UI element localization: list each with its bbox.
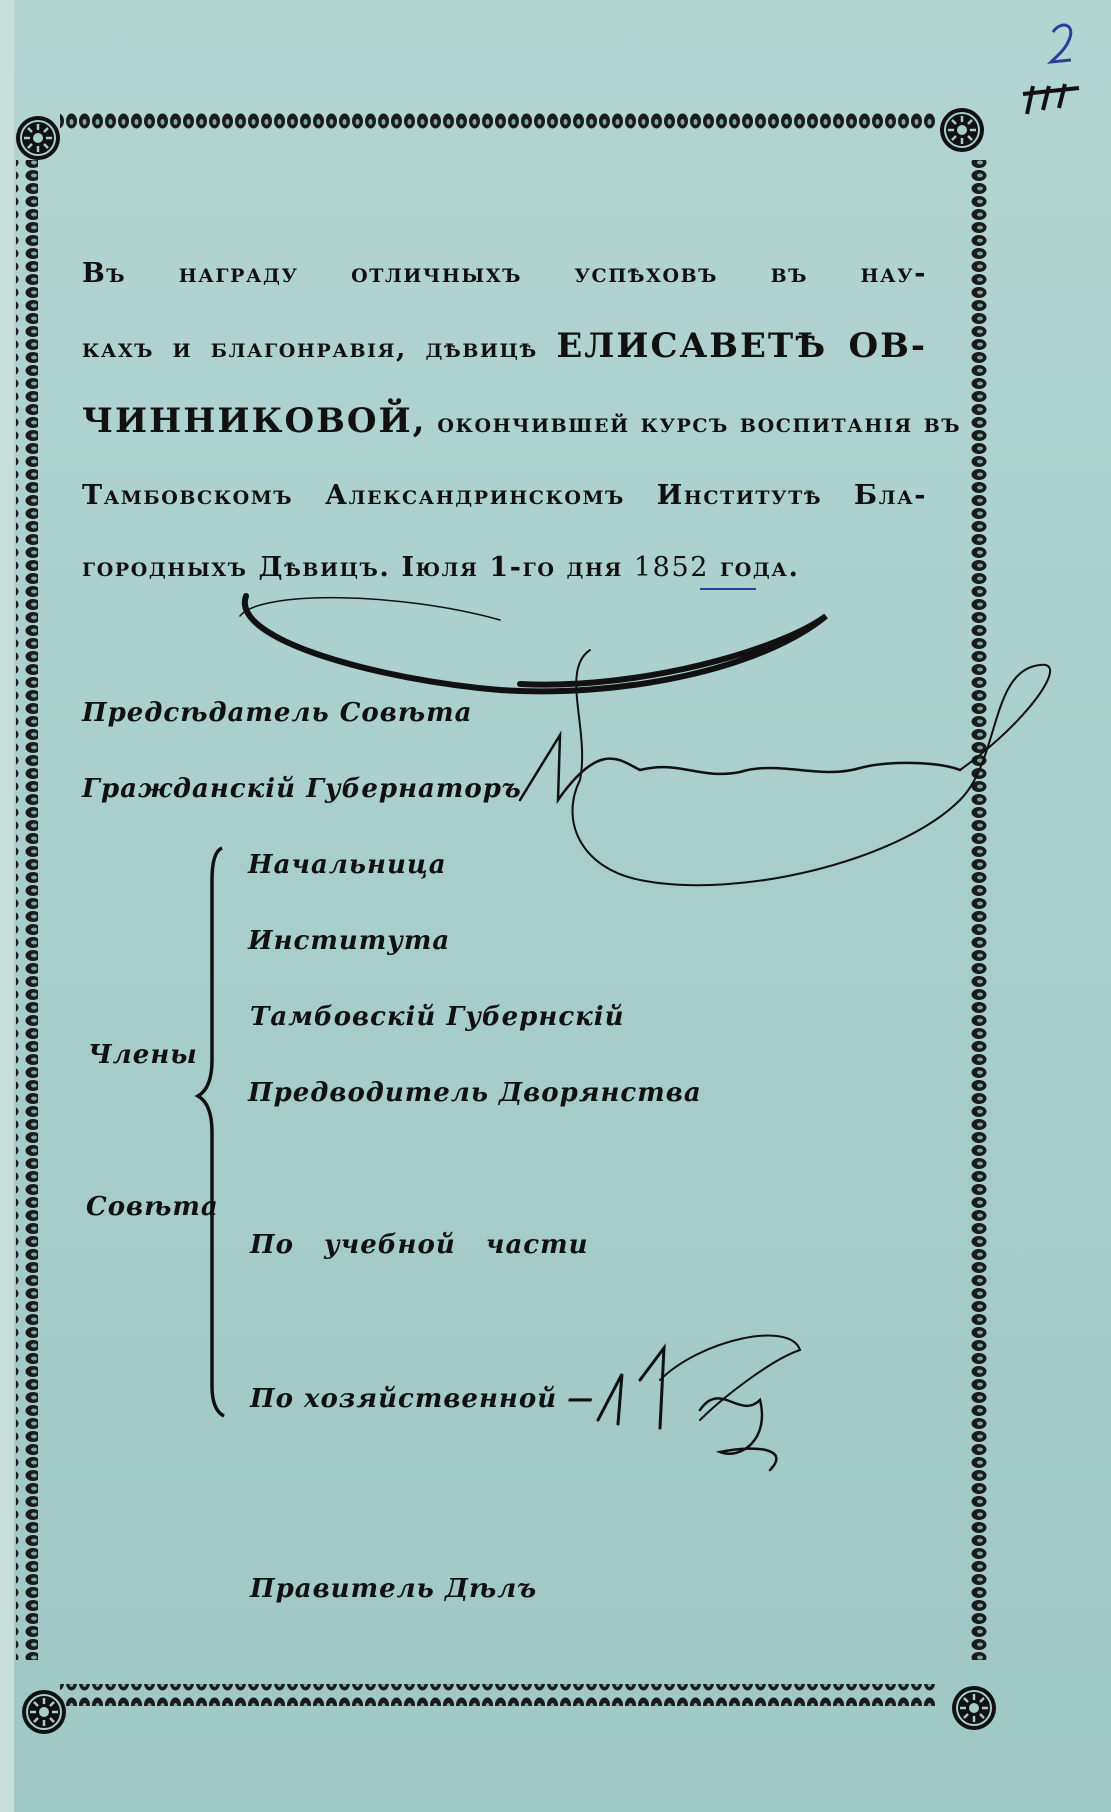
award-line-5-end: года. xyxy=(720,552,800,583)
members-label-2: Совѣта xyxy=(86,1192,219,1222)
award-line-4: Тамбовскомъ Александринскомъ Институтѣ Бла- xyxy=(82,480,927,511)
recipient-name-part-1: ЕЛИСАВЕТѢ ОВ- xyxy=(556,326,927,366)
award-line-2-text: кахъ и благонравія, дѣвицѣ xyxy=(82,333,538,364)
award-line-5-text: городныхъ Дѣвицъ. Іюля 1-го дня xyxy=(82,552,623,583)
academic-label: По учебной части xyxy=(250,1230,589,1260)
award-line-3 xyxy=(82,385,962,460)
award-line-1: Въ награду отличныхъ успѣховъ въ нау- xyxy=(82,258,927,289)
award-year: 1852 xyxy=(633,552,710,583)
marshal-label-1: Тамбовскій Губернскій xyxy=(250,1002,625,1032)
clerk-label: Правитель Дѣлъ xyxy=(250,1574,538,1604)
award-line-3-text: окончившей курсъ воспитанія въ xyxy=(437,408,962,439)
marshal-label-2: Предводитель Дворянства xyxy=(248,1078,702,1108)
head-label-1: Начальница xyxy=(248,850,447,880)
economic-label: По хозяйственной — xyxy=(250,1384,595,1414)
chairman-label-1: Предсѣдатель Совѣта xyxy=(82,698,473,728)
award-line-2 xyxy=(82,310,927,385)
chairman-label-2: Гражданскій Губернаторъ xyxy=(82,774,522,804)
award-text xyxy=(82,238,962,604)
members-label-1: Члены xyxy=(88,1040,198,1070)
head-label-2: Института xyxy=(248,926,451,956)
award-line-5 xyxy=(82,532,927,604)
recipient-name-part-2: ЧИННИКОВОЙ, xyxy=(82,401,427,441)
